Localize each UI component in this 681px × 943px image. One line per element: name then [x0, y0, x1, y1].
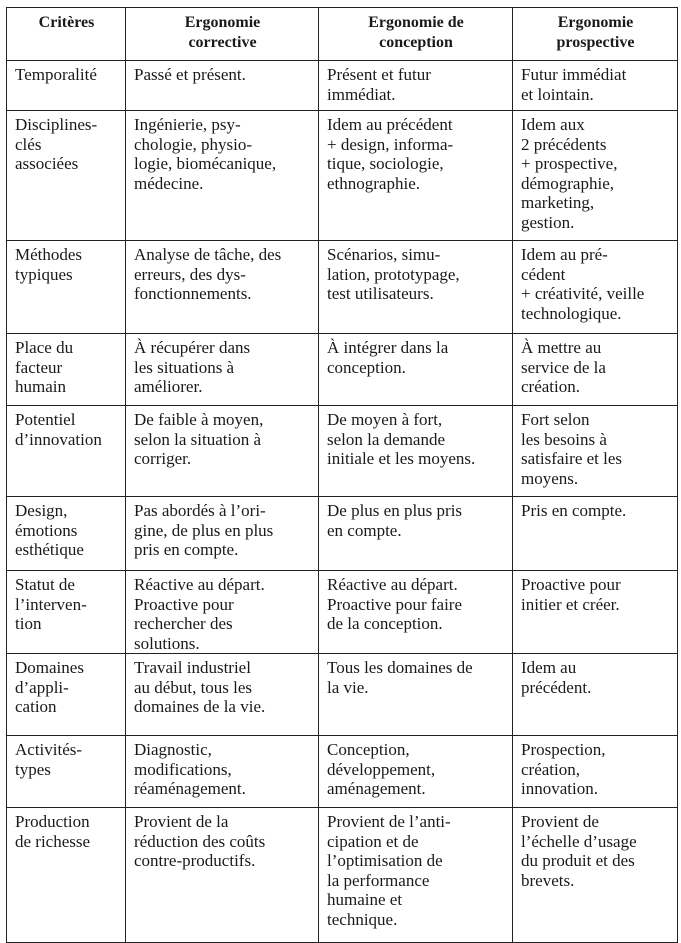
conception-cell: Présent et futur immédiat.: [319, 61, 513, 111]
table-row: [7, 61, 678, 111]
conception-cell: Provient de l’anti- cipation et de l’optimisation de la performance humaine et technique.: [319, 808, 513, 943]
prospective-cell: À mettre au service de la création.: [513, 334, 678, 406]
criteria-cell: Méthodes typiques: [7, 241, 126, 334]
header-row: [7, 8, 678, 61]
conception-cell: De moyen à fort, selon la demande initiale et les moyens.: [319, 406, 513, 497]
corrective-cell: Travail industriel au début, tous les domaines de la vie.: [126, 654, 319, 736]
table-row: [7, 406, 678, 497]
prospective-cell: Provient de l’échelle d’usage du produit et des brevets.: [513, 808, 678, 943]
table-row: [7, 497, 678, 571]
corrective-cell: Provient de la réduction des coûts contre-productifs.: [126, 808, 319, 943]
prospective-cell: Idem aux 2 précédents + prospective, démographie, marketing, gestion.: [513, 111, 678, 241]
header-criteria: Critères: [7, 8, 126, 61]
table-row: [7, 334, 678, 406]
table-row: [7, 571, 678, 654]
header-conception: Ergonomie de conception: [319, 8, 513, 61]
criteria-cell: Potentiel d’innovation: [7, 406, 126, 497]
corrective-cell: Ingénierie, psy- chologie, physio- logie, biomécanique, médecine.: [126, 111, 319, 241]
conception-cell: À intégrer dans la conception.: [319, 334, 513, 406]
table-row: [7, 654, 678, 736]
table-row: [7, 808, 678, 943]
prospective-cell: Fort selon les besoins à satisfaire et les moyens.: [513, 406, 678, 497]
conception-cell: Scénarios, simu- lation, prototypage, test utilisateurs.: [319, 241, 513, 334]
criteria-cell: Place du facteur humain: [7, 334, 126, 406]
corrective-cell: Réactive au départ. Proactive pour rechercher des solutions.: [126, 571, 319, 654]
conception-cell: Réactive au départ. Proactive pour faire de la conception.: [319, 571, 513, 654]
criteria-cell: Temporalité: [7, 61, 126, 111]
corrective-cell: Analyse de tâche, des erreurs, des dys- fonctionnements.: [126, 241, 319, 334]
corrective-cell: Pas abordés à l’ori- gine, de plus en plus pris en compte.: [126, 497, 319, 571]
table-row: [7, 736, 678, 808]
criteria-cell: Design, émotions esthétique: [7, 497, 126, 571]
criteria-cell: Activités- types: [7, 736, 126, 808]
criteria-cell: Domaines d’appli- cation: [7, 654, 126, 736]
conception-cell: Tous les domaines de la vie.: [319, 654, 513, 736]
corrective-cell: À récupérer dans les situations à améliorer.: [126, 334, 319, 406]
prospective-cell: Pris en compte.: [513, 497, 678, 571]
prospective-cell: Proactive pour initier et créer.: [513, 571, 678, 654]
prospective-cell: Prospection, création, innovation.: [513, 736, 678, 808]
corrective-cell: De faible à moyen, selon la situation à corriger.: [126, 406, 319, 497]
header-corrective: Ergonomie corrective: [126, 8, 319, 61]
corrective-cell: Diagnostic, modifications, réaménagement.: [126, 736, 319, 808]
table-row: [7, 241, 678, 334]
prospective-cell: Futur immédiat et lointain.: [513, 61, 678, 111]
conception-cell: Idem au précédent + design, informa- tique, sociologie, ethnographie.: [319, 111, 513, 241]
prospective-cell: Idem au pré- cédent + créativité, veille technologique.: [513, 241, 678, 334]
prospective-cell: Idem au précédent.: [513, 654, 678, 736]
criteria-cell: Disciplines- clés associées: [7, 111, 126, 241]
criteria-cell: Production de richesse: [7, 808, 126, 943]
header-prospective: Ergonomie prospective: [513, 8, 678, 61]
ergonomics-comparison-table: [6, 7, 678, 943]
conception-cell: Conception, développement, aménagement.: [319, 736, 513, 808]
conception-cell: De plus en plus pris en compte.: [319, 497, 513, 571]
table-row: [7, 111, 678, 241]
corrective-cell: Passé et présent.: [126, 61, 319, 111]
criteria-cell: Statut de l’interven- tion: [7, 571, 126, 654]
